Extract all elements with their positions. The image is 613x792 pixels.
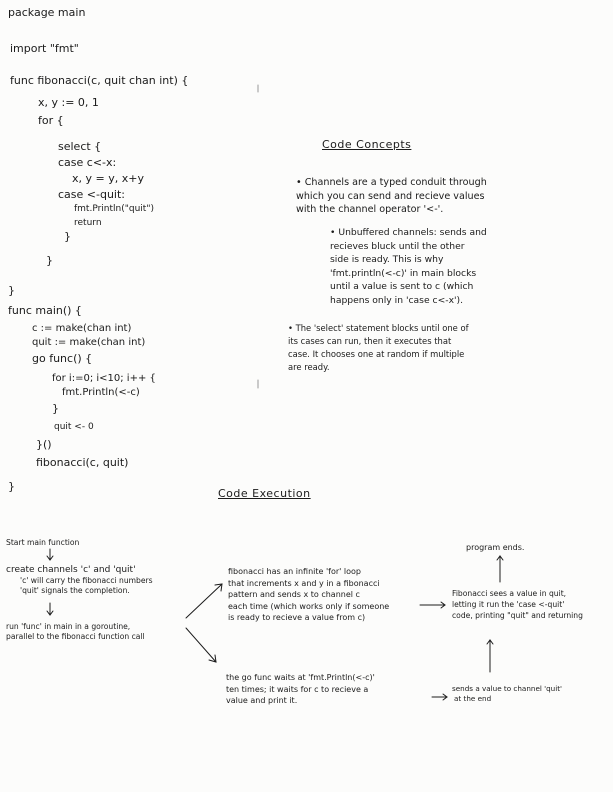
exec-line: fibonacci has an infinite 'for' loop (228, 567, 362, 576)
code-line: import "fmt" (10, 42, 79, 55)
exec-line: each time (which works only if someone (228, 601, 390, 611)
code-execution-title: Code Execution (218, 487, 311, 500)
exec-line: sends a value to channel 'quit' (452, 684, 563, 693)
exec-line: code, printing "quit" and returning (452, 611, 583, 620)
code-line: c := make(chan int) (32, 323, 132, 334)
exec-line: parallel to the fibonacci function call (6, 632, 145, 641)
concept-line: with the channel operator '<-'. (296, 204, 444, 215)
concept-line: 'fmt.println(<-c)' in main blocks (330, 267, 477, 279)
arrow-run-fibonacci (186, 584, 222, 618)
code-line: func fibonacci(c, quit chan int) { (10, 74, 189, 87)
exec-line: the go func waits at 'fmt.Println(<-c)' (226, 673, 375, 682)
exec-line: is ready to recieve a value from c) (228, 613, 366, 622)
concept-line: are ready. (288, 362, 330, 372)
concept-line: recieves bluck until the other (330, 240, 465, 252)
code-line: quit := make(chan int) (32, 337, 146, 348)
concept-line: case. It chooses one at random if multiple (288, 349, 465, 359)
concept-line: until a value is sent to c (which (330, 281, 474, 292)
code-line: } (64, 230, 71, 243)
exec-line: that increments x and y in a fibonacci (228, 578, 380, 588)
exec-line: ten times; it waits for c to recieve a (226, 684, 369, 694)
code-line: quit <- 0 (54, 422, 94, 432)
exec-line: value and print it. (226, 696, 298, 705)
code-line: func main() { (8, 304, 82, 317)
code-line: case c<-x: (58, 156, 117, 169)
exec-line: Fibonacci sees a value in quit, (452, 589, 567, 598)
arrow-run-gofunc (186, 628, 216, 662)
code-concepts-title: Code Concepts (322, 138, 412, 151)
concept-line: • Channels are a typed conduit through (296, 177, 487, 188)
exec-start: Start main function (6, 538, 80, 547)
code-line: select { (58, 140, 102, 153)
exec-line: run 'func' in main in a goroutine, (6, 622, 131, 631)
code-line: go func() { (32, 352, 93, 365)
code-line: } (8, 284, 15, 297)
code-line: package main (8, 6, 86, 19)
concept-line: its cases can run, then it executes that (288, 336, 452, 346)
concept-line: happens only in 'case c<-x'). (330, 294, 464, 306)
exec-line: create channels 'c' and 'quit' (6, 565, 136, 575)
exec-line: letting it run the 'case <-quit' (452, 600, 565, 609)
code-line: for { (38, 114, 64, 127)
concept-line: side is ready. This is why (330, 254, 444, 265)
code-line: }() (36, 438, 52, 451)
code-line: case <-quit: (58, 188, 125, 201)
code-line: for i:=0; i<10; i++ { (52, 373, 156, 384)
exec-line: pattern and sends x to channel c (228, 590, 360, 599)
code-line: fmt.Println(<-c) (62, 387, 140, 398)
concept-line: which you can send and recieve values (296, 190, 485, 202)
code-line: } (52, 402, 59, 415)
code-line: return (74, 218, 102, 228)
exec-line: 'quit' signals the completion. (20, 586, 130, 595)
exec-line: 'c' will carry the fibonacci numbers (20, 576, 153, 585)
exec-line: at the end (454, 694, 492, 703)
code-line: } (46, 254, 53, 267)
code-line: x, y = y, x+y (72, 172, 144, 185)
concept-line: • Unbuffered channels: sends and (330, 227, 487, 238)
code-line: fmt.Println("quit") (74, 204, 154, 214)
code-line: fibonacci(c, quit) (36, 456, 129, 469)
concept-line: • The 'select' statement blocks until one of (288, 323, 469, 333)
code-line: } (8, 480, 15, 493)
code-line: x, y := 0, 1 (38, 96, 99, 109)
exec-ends: program ends. (466, 543, 525, 552)
